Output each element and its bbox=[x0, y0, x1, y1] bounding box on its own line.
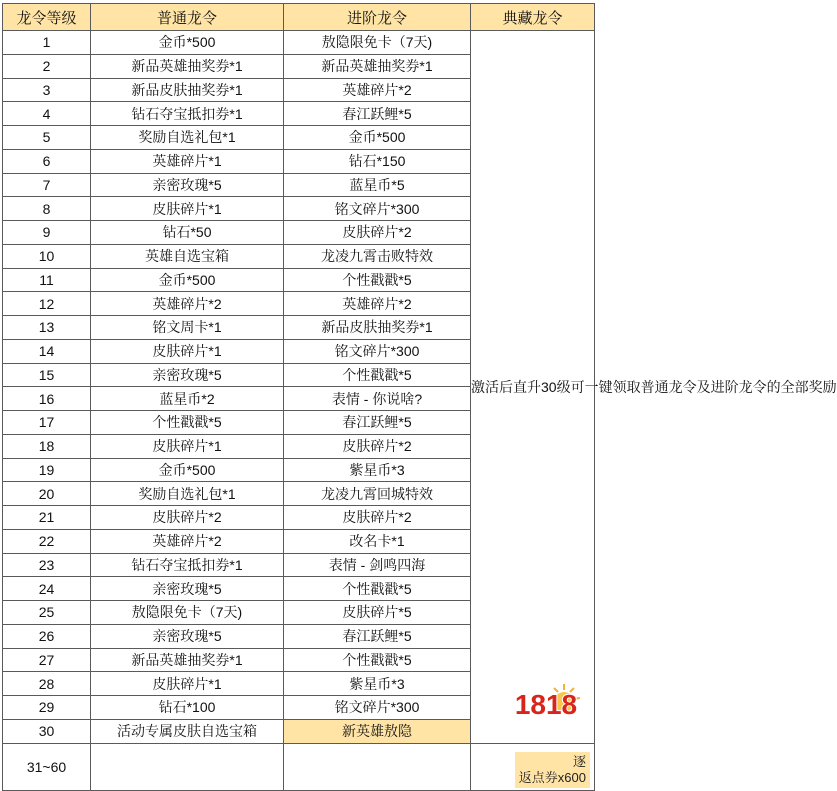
advanced-reward-cell: 个性戳戳*5 bbox=[284, 363, 471, 387]
level-cell: 11 bbox=[3, 268, 91, 292]
normal-reward-cell: 皮肤碎片*2 bbox=[91, 506, 284, 530]
advanced-reward-cell: 个性戳戳*5 bbox=[284, 648, 471, 672]
advanced-reward-cell: 紫星币*3 bbox=[284, 672, 471, 696]
level-cell: 4 bbox=[3, 102, 91, 126]
advanced-reward-cell: 新品皮肤抽奖券*1 bbox=[284, 316, 471, 340]
level-cell: 26 bbox=[3, 624, 91, 648]
advanced-reward-cell: 铭文碎片*300 bbox=[284, 339, 471, 363]
normal-reward-cell: 钻石*50 bbox=[91, 221, 284, 245]
normal-reward-cell: 蓝星币*2 bbox=[91, 387, 284, 411]
normal-reward-cell: 钻石夺宝抵扣券*1 bbox=[91, 553, 284, 577]
level-cell: 25 bbox=[3, 601, 91, 625]
collection-reward-line: 逐 bbox=[572, 753, 586, 769]
level-cell: 5 bbox=[3, 126, 91, 150]
advanced-reward-cell: 改名卡*1 bbox=[284, 529, 471, 553]
advanced-reward-cell: 春江跃鲤*5 bbox=[284, 624, 471, 648]
level-cell: 28 bbox=[3, 672, 91, 696]
normal-reward-cell: 钻石*100 bbox=[91, 696, 284, 720]
normal-reward-cell: 亲密玫瑰*5 bbox=[91, 624, 284, 648]
advanced-reward-cell: 铭文碎片*300 bbox=[284, 696, 471, 720]
header-level: 龙令等级 bbox=[3, 4, 91, 31]
logo-text: 1818 bbox=[514, 689, 578, 720]
advanced-reward-cell: 春江跃鲤*5 bbox=[284, 411, 471, 435]
level-cell: 13 bbox=[3, 316, 91, 340]
normal-reward-cell: 新品英雄抽奖券*1 bbox=[91, 54, 284, 78]
table-row bbox=[3, 31, 595, 55]
advanced-reward-cell: 表情 - 剑鸣四海 bbox=[284, 553, 471, 577]
level-cell: 16 bbox=[3, 387, 91, 411]
level-cell: 1 bbox=[3, 31, 91, 55]
advanced-reward-cell: 新品英雄抽奖券*1 bbox=[284, 54, 471, 78]
level-cell: 29 bbox=[3, 696, 91, 720]
advanced-reward-cell: 皮肤碎片*2 bbox=[284, 434, 471, 458]
normal-reward-cell: 活动专属皮肤自选宝箱 bbox=[91, 719, 284, 743]
level-cell: 23 bbox=[3, 553, 91, 577]
normal-reward-cell: 英雄碎片*2 bbox=[91, 292, 284, 316]
advanced-reward-cell: 皮肤碎片*5 bbox=[284, 601, 471, 625]
advanced-reward-cell: 新英雄敖隐 bbox=[284, 719, 471, 743]
level-cell: 24 bbox=[3, 577, 91, 601]
normal-reward-cell: 皮肤碎片*1 bbox=[91, 672, 284, 696]
header-normal: 普通龙令 bbox=[91, 4, 284, 31]
level-cell: 3 bbox=[3, 78, 91, 102]
header-advanced: 进阶龙令 bbox=[284, 4, 471, 31]
normal-reward-cell: 亲密玫瑰*5 bbox=[91, 173, 284, 197]
collection-note: 激活后直升30级可一键领取普通龙令及进阶龙令的全部奖励 bbox=[471, 378, 837, 395]
site-logo-icon bbox=[504, 680, 588, 726]
advanced-reward-cell: 钻石*150 bbox=[284, 149, 471, 173]
level-cell: 8 bbox=[3, 197, 91, 221]
table-row bbox=[3, 743, 595, 790]
normal-reward-cell: 铭文周卡*1 bbox=[91, 316, 284, 340]
normal-reward-cell: 英雄碎片*1 bbox=[91, 149, 284, 173]
normal-reward-cell: 金币*500 bbox=[91, 458, 284, 482]
normal-reward-cell: 新品皮肤抽奖券*1 bbox=[91, 78, 284, 102]
advanced-reward-cell: 春江跃鲤*5 bbox=[284, 102, 471, 126]
advanced-reward-cell: 英雄碎片*2 bbox=[284, 78, 471, 102]
advanced-reward-cell: 蓝星币*5 bbox=[284, 173, 471, 197]
level-cell: 22 bbox=[3, 529, 91, 553]
advanced-reward-cell: 英雄碎片*2 bbox=[284, 292, 471, 316]
normal-reward-cell: 金币*500 bbox=[91, 268, 284, 292]
level-cell: 12 bbox=[3, 292, 91, 316]
normal-reward-cell: 金币*500 bbox=[91, 31, 284, 55]
advanced-reward-cell: 紫星币*3 bbox=[284, 458, 471, 482]
advanced-reward-cell: 铭文碎片*300 bbox=[284, 197, 471, 221]
normal-reward-cell: 皮肤碎片*1 bbox=[91, 434, 284, 458]
reward-table bbox=[2, 3, 837, 791]
advanced-reward-cell: 龙凌九霄回城特效 bbox=[284, 482, 471, 506]
level-cell: 14 bbox=[3, 339, 91, 363]
level-cell: 9 bbox=[3, 221, 91, 245]
normal-reward-cell: 奖励自选礼包*1 bbox=[91, 482, 284, 506]
normal-reward-cell: 英雄自选宝箱 bbox=[91, 244, 284, 268]
normal-reward-cell: 亲密玫瑰*5 bbox=[91, 577, 284, 601]
advanced-reward-cell: 龙凌九霄击败特效 bbox=[284, 244, 471, 268]
normal-reward-cell: 新品英雄抽奖券*1 bbox=[91, 648, 284, 672]
advanced-reward-cell: 金币*500 bbox=[284, 126, 471, 150]
level-cell: 10 bbox=[3, 244, 91, 268]
normal-reward-cell: 皮肤碎片*1 bbox=[91, 339, 284, 363]
header-row bbox=[3, 4, 595, 31]
level-cell: 19 bbox=[3, 458, 91, 482]
collection-note-cell bbox=[471, 31, 837, 744]
advanced-reward-cell: 皮肤碎片*2 bbox=[284, 221, 471, 245]
level-cell: 2 bbox=[3, 54, 91, 78]
collection-reward-cell bbox=[471, 743, 595, 790]
level-cell: 18 bbox=[3, 434, 91, 458]
normal-reward-cell: 敖隐限免卡（7天) bbox=[91, 601, 284, 625]
level-cell: 20 bbox=[3, 482, 91, 506]
normal-reward-cell: 英雄碎片*2 bbox=[91, 529, 284, 553]
level-cell: 7 bbox=[3, 173, 91, 197]
level-cell: 21 bbox=[3, 506, 91, 530]
level-cell: 27 bbox=[3, 648, 91, 672]
normal-reward-cell: 奖励自选礼包*1 bbox=[91, 126, 284, 150]
advanced-reward-cell: 敖隐限免卡（7天) bbox=[284, 31, 471, 55]
normal-reward-cell: 亲密玫瑰*5 bbox=[91, 363, 284, 387]
normal-reward-cell: 个性戳戳*5 bbox=[91, 411, 284, 435]
level-cell: 15 bbox=[3, 363, 91, 387]
advanced-reward-cell: 皮肤碎片*2 bbox=[284, 506, 471, 530]
advanced-reward-cell: 表情 - 你说啥? bbox=[284, 387, 471, 411]
advanced-reward-cell bbox=[284, 743, 471, 790]
level-cell: 31~60 bbox=[3, 743, 91, 790]
table-body bbox=[3, 31, 837, 791]
level-cell: 17 bbox=[3, 411, 91, 435]
normal-reward-cell bbox=[91, 743, 284, 790]
header-collection: 典藏龙令 bbox=[471, 4, 595, 31]
normal-reward-cell: 皮肤碎片*1 bbox=[91, 197, 284, 221]
advanced-reward-cell: 个性戳戳*5 bbox=[284, 268, 471, 292]
normal-reward-cell: 钻石夺宝抵扣券*1 bbox=[91, 102, 284, 126]
level-cell: 6 bbox=[3, 149, 91, 173]
collection-reward-line: 返点券x600 bbox=[518, 769, 586, 785]
collection-reward-badge bbox=[515, 752, 590, 788]
level-cell: 30 bbox=[3, 719, 91, 743]
advanced-reward-cell: 个性戳戳*5 bbox=[284, 577, 471, 601]
